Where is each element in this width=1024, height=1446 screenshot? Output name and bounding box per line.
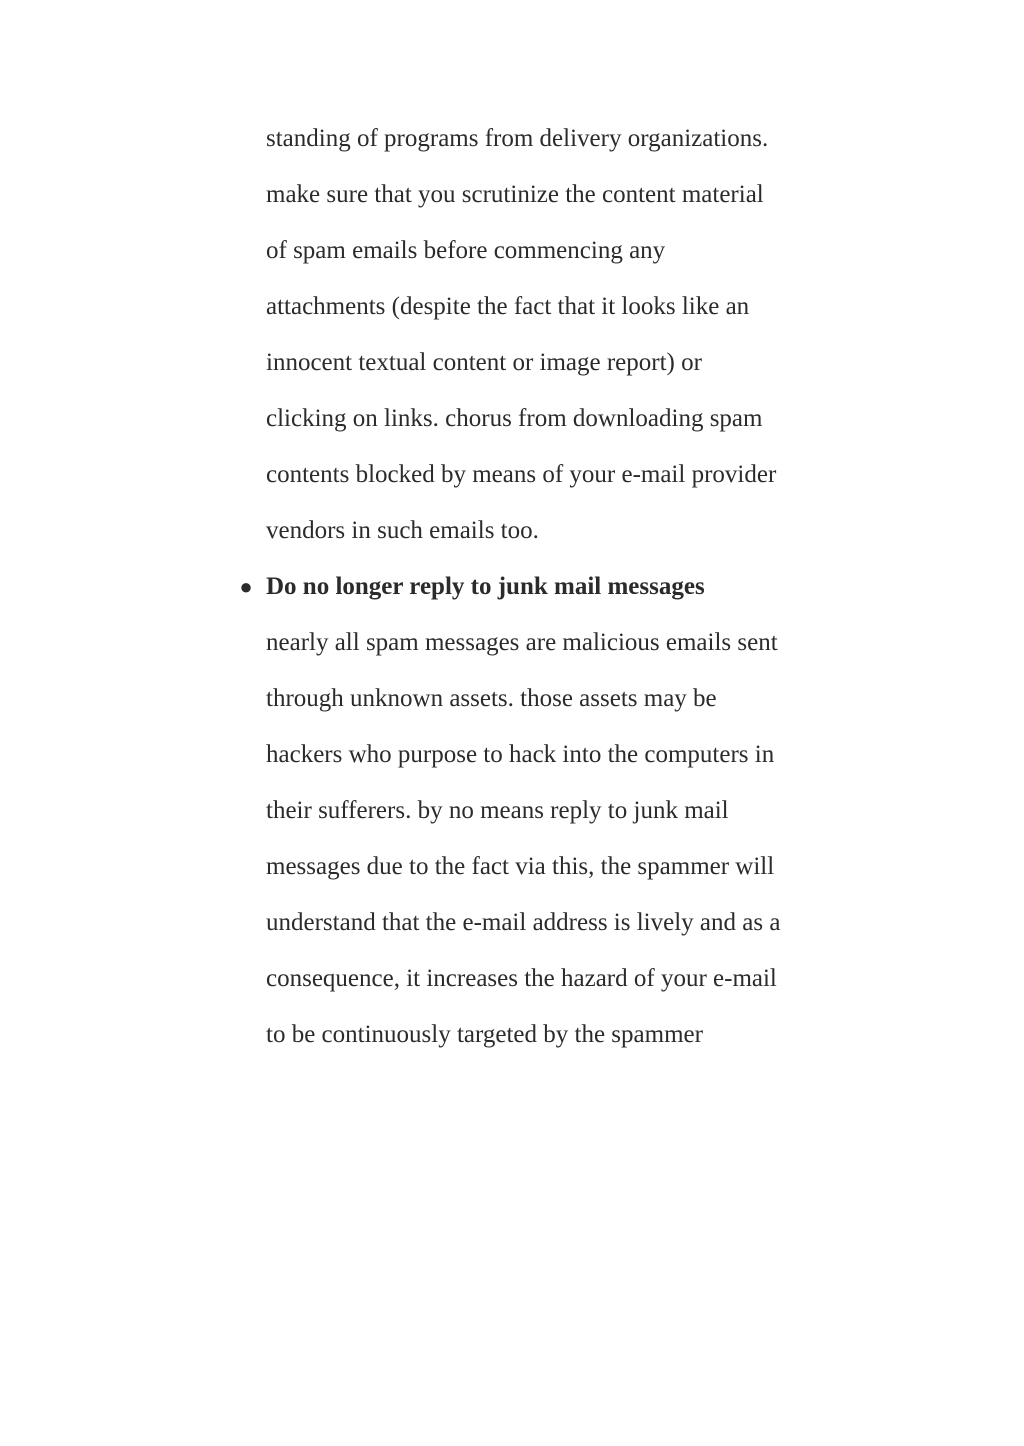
paragraph-line: vendors in such emails too. xyxy=(266,517,539,544)
paragraph-line: attachments (despite the fact that it looks like an xyxy=(266,293,750,320)
paragraph-line: understand that the e-mail address is lively and as a xyxy=(266,909,781,936)
paragraph-line: make sure that you scrutinize the content material xyxy=(266,181,764,208)
paragraph-line: to be continuously targeted by the spammer xyxy=(266,1021,703,1048)
paragraph-line: their sufferers. by no means reply to junk mail xyxy=(266,797,729,824)
paragraph-line: consequence, it increases the hazard of your e-mail xyxy=(266,965,777,992)
paragraph-line: hackers who purpose to hack into the computers in xyxy=(266,741,775,768)
paragraph-line: clicking on links. chorus from downloading spam xyxy=(266,405,763,432)
list-item-heading: Do no longer reply to junk mail messages xyxy=(266,573,705,600)
paragraph-line: messages due to the fact via this, the spammer will xyxy=(266,853,775,880)
document-body xyxy=(239,111,886,1063)
paragraph-line: contents blocked by means of your e-mail provider xyxy=(266,461,777,488)
paragraph-line: through unknown assets. those assets may be xyxy=(266,685,717,712)
paragraph-line: of spam emails before commencing any xyxy=(266,237,666,264)
paragraph-line: standing of programs from delivery organizations. xyxy=(266,125,769,152)
list-item xyxy=(239,559,886,615)
paragraph-line: innocent textual content or image report) or xyxy=(266,349,702,376)
paragraph-line: nearly all spam messages are malicious emails sent xyxy=(266,629,778,656)
bullet-icon: ● xyxy=(239,574,253,599)
